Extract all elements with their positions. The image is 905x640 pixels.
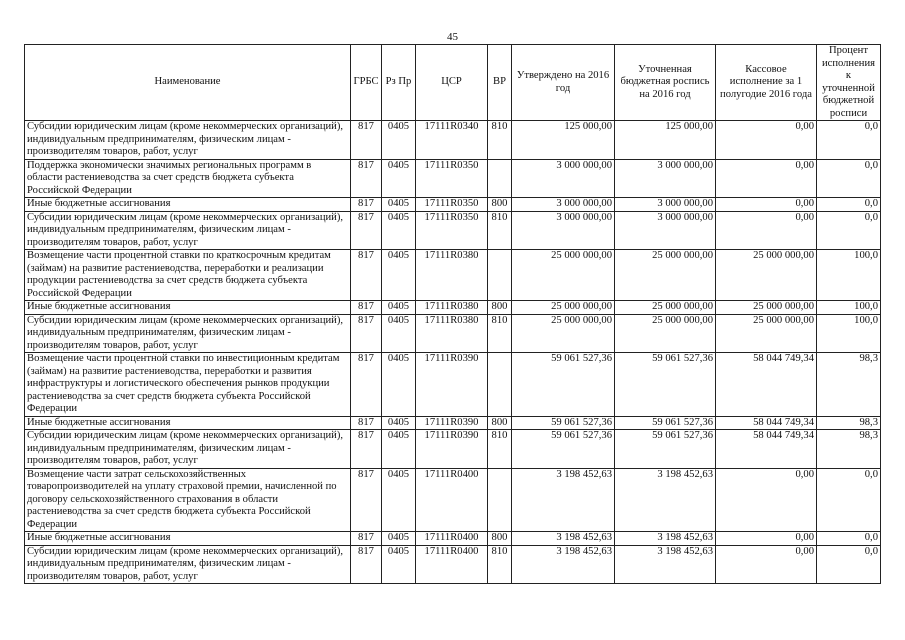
cell-vr: 800 xyxy=(488,301,512,315)
cell-grbs: 817 xyxy=(351,314,382,353)
budget-table xyxy=(24,44,881,584)
cell-rzpr: 0405 xyxy=(382,532,416,546)
table-row xyxy=(25,430,881,469)
table-row xyxy=(25,314,881,353)
cell-name: Возмещение части процентной ставки по краткосрочным кредитам (займам) на развитие растениеводства, переработки и реализации продукции растениеводства за счет средств бюджета субъекта Российской Федерации xyxy=(25,250,351,301)
cell-grbs: 817 xyxy=(351,545,382,584)
cell-name: Субсидии юридическим лицам (кроме некоммерческих организаций), индивидуальным предпринимателям, физическим лицам - производителям товаров, работ, услуг xyxy=(25,314,351,353)
cell-approved: 3 198 452,63 xyxy=(512,532,615,546)
cell-grbs: 817 xyxy=(351,416,382,430)
cell-grbs: 817 xyxy=(351,353,382,417)
cell-cash: 0,00 xyxy=(716,545,817,584)
cell-refined: 25 000 000,00 xyxy=(615,301,716,315)
cell-csr: 17111R0390 xyxy=(416,430,488,469)
cell-name: Иные бюджетные ассигнования xyxy=(25,301,351,315)
table-row xyxy=(25,211,881,250)
col-header-percent: Процент исполнения к уточненной бюджетной росписи xyxy=(817,45,881,121)
cell-name: Иные бюджетные ассигнования xyxy=(25,532,351,546)
cell-csr: 17111R0350 xyxy=(416,211,488,250)
table-row xyxy=(25,468,881,532)
cell-cash: 0,00 xyxy=(716,198,817,212)
cell-percent: 98,3 xyxy=(817,416,881,430)
cell-approved: 59 061 527,36 xyxy=(512,416,615,430)
cell-percent: 98,3 xyxy=(817,353,881,417)
cell-approved: 25 000 000,00 xyxy=(512,250,615,301)
table-row xyxy=(25,532,881,546)
cell-refined: 125 000,00 xyxy=(615,121,716,160)
cell-cash: 25 000 000,00 xyxy=(716,250,817,301)
cell-vr: 800 xyxy=(488,198,512,212)
cell-csr: 17111R0400 xyxy=(416,532,488,546)
cell-refined: 25 000 000,00 xyxy=(615,314,716,353)
col-header-csr: ЦСР xyxy=(416,45,488,121)
table-row xyxy=(25,250,881,301)
cell-name: Субсидии юридическим лицам (кроме некоммерческих организаций), индивидуальным предпринимателям, физическим лицам - производителям товаров, работ, услуг xyxy=(25,121,351,160)
cell-vr: 800 xyxy=(488,416,512,430)
cell-grbs: 817 xyxy=(351,301,382,315)
cell-percent: 0,0 xyxy=(817,468,881,532)
cell-cash: 58 044 749,34 xyxy=(716,353,817,417)
cell-cash: 0,00 xyxy=(716,532,817,546)
table-row xyxy=(25,301,881,315)
cell-csr: 17111R0390 xyxy=(416,416,488,430)
cell-grbs: 817 xyxy=(351,430,382,469)
cell-refined: 25 000 000,00 xyxy=(615,250,716,301)
cell-percent: 0,0 xyxy=(817,198,881,212)
col-header-refined: Уточненная бюджетная роспись на 2016 год xyxy=(615,45,716,121)
cell-vr: 810 xyxy=(488,430,512,469)
cell-name: Субсидии юридическим лицам (кроме некоммерческих организаций), индивидуальным предпринимателям, физическим лицам - производителям товаров, работ, услуг xyxy=(25,545,351,584)
cell-percent: 0,0 xyxy=(817,211,881,250)
cell-grbs: 817 xyxy=(351,468,382,532)
col-header-name: Наименование xyxy=(25,45,351,121)
cell-rzpr: 0405 xyxy=(382,416,416,430)
cell-csr: 17111R0350 xyxy=(416,159,488,198)
cell-approved: 59 061 527,36 xyxy=(512,353,615,417)
col-header-grbs: ГРБС xyxy=(351,45,382,121)
cell-cash: 58 044 749,34 xyxy=(716,430,817,469)
cell-approved: 3 000 000,00 xyxy=(512,159,615,198)
cell-vr: 810 xyxy=(488,121,512,160)
cell-percent: 100,0 xyxy=(817,250,881,301)
table-row xyxy=(25,353,881,417)
cell-vr: 810 xyxy=(488,545,512,584)
cell-csr: 17111R0380 xyxy=(416,314,488,353)
cell-approved: 25 000 000,00 xyxy=(512,301,615,315)
cell-approved: 59 061 527,36 xyxy=(512,430,615,469)
cell-percent: 100,0 xyxy=(817,314,881,353)
cell-vr xyxy=(488,250,512,301)
cell-percent: 100,0 xyxy=(817,301,881,315)
cell-refined: 59 061 527,36 xyxy=(615,353,716,417)
cell-name: Возмещение части процентной ставки по инвестиционным кредитам (займам) на развитие растениеводства, переработки и развития инфраструктуры и логистического обеспечения рынков продукции растениеводства за счет средств бюджета субъекта Российской Федерации xyxy=(25,353,351,417)
cell-rzpr: 0405 xyxy=(382,211,416,250)
cell-percent: 0,0 xyxy=(817,532,881,546)
cell-name: Иные бюджетные ассигнования xyxy=(25,198,351,212)
cell-percent: 0,0 xyxy=(817,545,881,584)
cell-refined: 3 198 452,63 xyxy=(615,532,716,546)
cell-vr xyxy=(488,159,512,198)
cell-percent: 98,3 xyxy=(817,430,881,469)
cell-csr: 17111R0400 xyxy=(416,545,488,584)
cell-grbs: 817 xyxy=(351,159,382,198)
cell-rzpr: 0405 xyxy=(382,430,416,469)
cell-approved: 3 000 000,00 xyxy=(512,198,615,212)
cell-name: Субсидии юридическим лицам (кроме некоммерческих организаций), индивидуальным предпринимателям, физическим лицам - производителям товаров, работ, услуг xyxy=(25,430,351,469)
cell-rzpr: 0405 xyxy=(382,545,416,584)
cell-vr xyxy=(488,468,512,532)
cell-name: Поддержка экономически значимых региональных программ в области растениеводства за счет средств бюджета субъекта Российской Федерации xyxy=(25,159,351,198)
col-header-vr: ВР xyxy=(488,45,512,121)
cell-grbs: 817 xyxy=(351,121,382,160)
cell-name: Субсидии юридическим лицам (кроме некоммерческих организаций), индивидуальным предпринимателям, физическим лицам - производителям товаров, работ, услуг xyxy=(25,211,351,250)
cell-percent: 0,0 xyxy=(817,121,881,160)
cell-refined: 3 198 452,63 xyxy=(615,468,716,532)
cell-refined: 59 061 527,36 xyxy=(615,416,716,430)
cell-cash: 0,00 xyxy=(716,468,817,532)
cell-approved: 3 198 452,63 xyxy=(512,545,615,584)
cell-csr: 17111R0350 xyxy=(416,198,488,212)
cell-cash: 0,00 xyxy=(716,211,817,250)
cell-csr: 17111R0380 xyxy=(416,301,488,315)
cell-rzpr: 0405 xyxy=(382,121,416,160)
cell-name: Возмещение части затрат сельскохозяйственных товаропроизводителей на уплату страховой премии, начисленной по договору сельскохозяйственного страхования в области растениеводства за счет средств бюджета субъекта Российской Федерации xyxy=(25,468,351,532)
cell-percent: 0,0 xyxy=(817,159,881,198)
col-header-cash: Кассовое исполнение за 1 полугодие 2016 года xyxy=(716,45,817,121)
cell-csr: 17111R0400 xyxy=(416,468,488,532)
cell-csr: 17111R0380 xyxy=(416,250,488,301)
table-row xyxy=(25,121,881,160)
cell-grbs: 817 xyxy=(351,250,382,301)
cell-vr: 800 xyxy=(488,532,512,546)
table-header-row xyxy=(25,45,881,121)
table-row xyxy=(25,545,881,584)
cell-rzpr: 0405 xyxy=(382,314,416,353)
cell-refined: 3 198 452,63 xyxy=(615,545,716,584)
cell-refined: 3 000 000,00 xyxy=(615,198,716,212)
cell-vr: 810 xyxy=(488,211,512,250)
col-header-approved: Утверждено на 2016 год xyxy=(512,45,615,121)
cell-csr: 17111R0340 xyxy=(416,121,488,160)
table-row xyxy=(25,416,881,430)
cell-rzpr: 0405 xyxy=(382,301,416,315)
table-row xyxy=(25,159,881,198)
cell-approved: 3 000 000,00 xyxy=(512,211,615,250)
cell-name: Иные бюджетные ассигнования xyxy=(25,416,351,430)
cell-cash: 58 044 749,34 xyxy=(716,416,817,430)
cell-approved: 25 000 000,00 xyxy=(512,314,615,353)
col-header-rzpr: Рз Пр xyxy=(382,45,416,121)
cell-vr: 810 xyxy=(488,314,512,353)
cell-cash: 25 000 000,00 xyxy=(716,301,817,315)
cell-refined: 59 061 527,36 xyxy=(615,430,716,469)
cell-cash: 0,00 xyxy=(716,159,817,198)
cell-cash: 25 000 000,00 xyxy=(716,314,817,353)
cell-rzpr: 0405 xyxy=(382,353,416,417)
cell-rzpr: 0405 xyxy=(382,159,416,198)
cell-refined: 3 000 000,00 xyxy=(615,211,716,250)
cell-cash: 0,00 xyxy=(716,121,817,160)
page-number: 45 xyxy=(447,31,458,43)
cell-approved: 3 198 452,63 xyxy=(512,468,615,532)
cell-refined: 3 000 000,00 xyxy=(615,159,716,198)
cell-grbs: 817 xyxy=(351,211,382,250)
cell-approved: 125 000,00 xyxy=(512,121,615,160)
cell-grbs: 817 xyxy=(351,532,382,546)
cell-rzpr: 0405 xyxy=(382,198,416,212)
cell-rzpr: 0405 xyxy=(382,250,416,301)
cell-grbs: 817 xyxy=(351,198,382,212)
cell-rzpr: 0405 xyxy=(382,468,416,532)
table-row xyxy=(25,198,881,212)
cell-csr: 17111R0390 xyxy=(416,353,488,417)
cell-vr xyxy=(488,353,512,417)
